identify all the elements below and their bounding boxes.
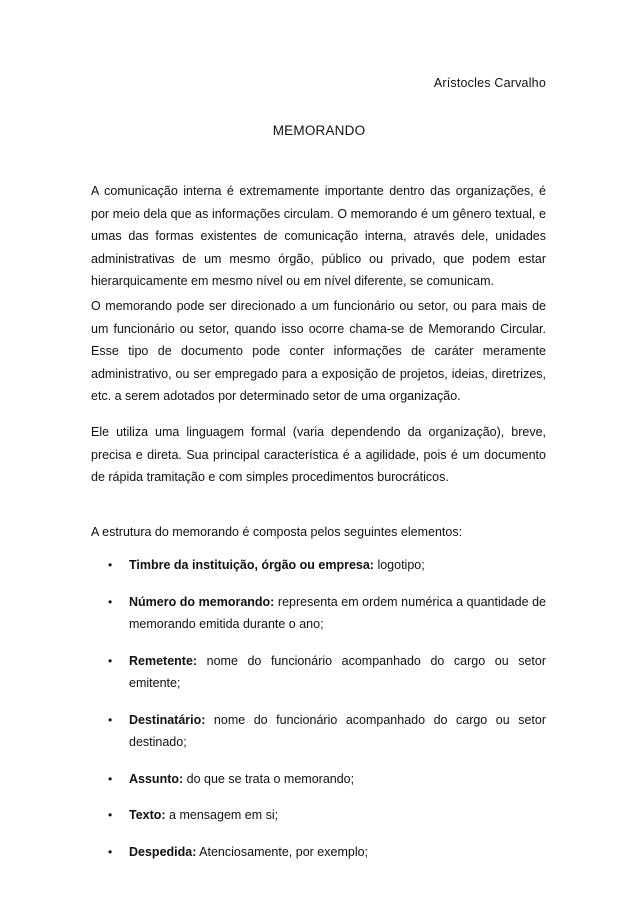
list-item-text: Atenciosamente, por exemplo; <box>196 844 369 859</box>
list-item-label: Texto: <box>129 808 166 822</box>
bullet-icon: • <box>108 808 113 822</box>
bullet-icon: • <box>108 771 113 786</box>
list-item <box>91 709 546 754</box>
bullet-icon: • <box>108 712 113 727</box>
paragraph-intro: A comunicação interna é extremamente importante dentro das organizações, é por meio dela que as informações circulam. O memorando é um gênero textual, e umas das formas existentes de comunicação interna, através dele, unidades administrativas de um mesmo órgão, público ou privado, que podem estar hierarquicamente em mesmo nível ou em nível diferente, se comunicam. <box>91 184 546 288</box>
author-name: Arístocles Carvalho <box>433 76 546 90</box>
list-item <box>91 841 546 864</box>
list-item <box>91 768 546 791</box>
document-title: MEMORANDO <box>272 123 366 138</box>
bullet-icon: • <box>108 653 113 668</box>
list-item-label: Remetente: <box>129 653 198 668</box>
list-item-label: Despedida: <box>129 844 197 859</box>
list-item-label: Timbre da instituição, órgão ou empresa: <box>129 558 374 572</box>
bullet-icon: • <box>108 844 113 859</box>
paragraph-language: Ele utiliza uma linguagem formal (varia dependendo da organização), breve, precisa e direta. Sua principal característica é a agilidade, pois é um documento de rápida tramitação e com simples procedimentos burocráticos. <box>91 425 546 484</box>
list-item-text: do que se trata o memorando; <box>183 771 355 786</box>
list-item-label: Destinatário: <box>129 712 206 727</box>
list-item-text: representa em ordem numérica a quantidade de memorando emitida durante o ano; <box>129 594 546 631</box>
list-item-text: logotipo; <box>373 558 425 572</box>
list-item-label: Número do memorando: <box>129 594 275 609</box>
paragraph-direction: O memorando pode ser direcionado a um funcionário ou setor, ou para mais de um funcionário ou setor, quando isso ocorre chama-se de Memorando Circular. Esse tipo de documento pode conter informações de caráter meramente administrativo, ou ser empregado para a exposição de projetos, ideias, diretrizes, etc. a serem adotados por determinado setor de uma organização. <box>91 299 546 403</box>
bullet-icon: • <box>108 594 113 609</box>
bullet-icon: • <box>108 558 113 572</box>
paragraph-structure: A estrutura do memorando é composta pelos seguintes elementos: <box>91 525 463 539</box>
list-item <box>91 804 546 827</box>
list-item <box>91 650 546 695</box>
list-item-text: a mensagem em si; <box>165 808 279 822</box>
list-item-label: Assunto: <box>129 771 184 786</box>
list-item-text: nome do funcionário acompanhado do cargo ou setor emitente; <box>129 653 546 690</box>
structure-list <box>91 554 546 877</box>
list-item <box>91 554 546 577</box>
list-item <box>91 591 546 636</box>
list-item-text: nome do funcionário acompanhado do cargo ou setor destinado; <box>129 712 546 749</box>
